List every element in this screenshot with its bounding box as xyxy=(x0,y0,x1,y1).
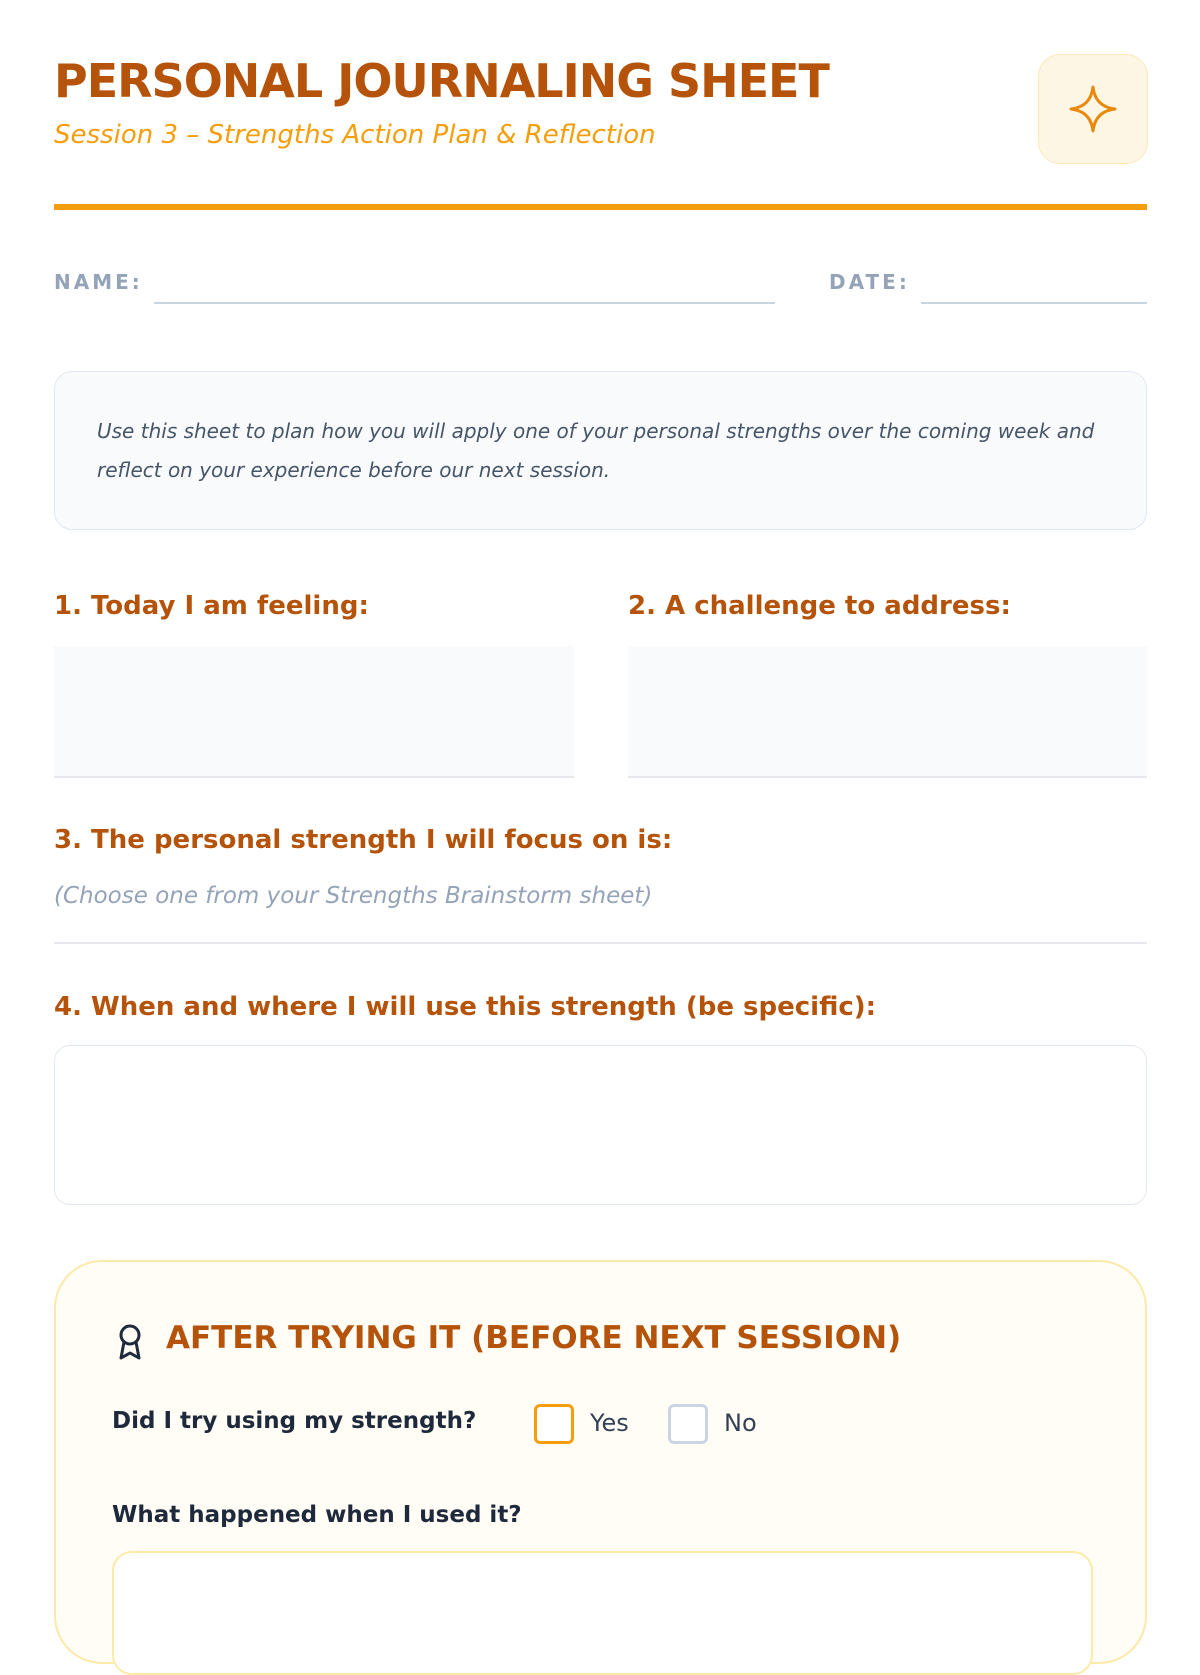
question-3-hint: (Choose one from your Strengths Brainstorm sheet) xyxy=(54,883,653,909)
award-ribbon-icon xyxy=(114,1322,146,1362)
question-1-label: 1. Today I am feeling: xyxy=(54,591,369,621)
question-2-label: 2. A challenge to address: xyxy=(628,591,1011,621)
challenge-answer[interactable] xyxy=(628,646,1147,778)
sparkle-icon xyxy=(1067,83,1119,135)
instructions-text: Use this sheet to plan how you will apply one of your personal strengths over the coming week and reflect on your experience before our next session. xyxy=(97,419,1095,482)
happened-question: What happened when I used it? xyxy=(112,1502,522,1528)
yes-label: Yes xyxy=(590,1409,629,1437)
logo-badge xyxy=(1038,54,1148,164)
name-label: NAME: xyxy=(54,270,143,294)
when-where-answer[interactable] xyxy=(54,1045,1147,1205)
page-subtitle: Session 3 – Strengths Action Plan & Reflection xyxy=(54,120,656,150)
instructions-box xyxy=(54,371,1147,530)
strength-answer[interactable] xyxy=(54,900,1147,944)
no-label: No xyxy=(724,1409,757,1437)
tried-question: Did I try using my strength? xyxy=(112,1408,477,1434)
yes-checkbox[interactable] xyxy=(534,1404,574,1444)
header-divider xyxy=(54,204,1147,210)
happened-answer[interactable] xyxy=(112,1551,1093,1675)
reflection-section xyxy=(54,1260,1147,1664)
feeling-answer[interactable] xyxy=(54,646,574,778)
reflection-title: AFTER TRYING IT (BEFORE NEXT SESSION) xyxy=(166,1320,902,1356)
date-label: DATE: xyxy=(829,270,910,294)
question-3-label: 3. The personal strength I will focus on is: xyxy=(54,825,673,855)
name-field[interactable] xyxy=(154,302,775,304)
question-4-label: 4. When and where I will use this strength (be specific): xyxy=(54,992,877,1022)
date-field[interactable] xyxy=(921,302,1147,304)
no-checkbox[interactable] xyxy=(668,1404,708,1444)
page-title: PERSONAL JOURNALING SHEET xyxy=(54,54,829,108)
